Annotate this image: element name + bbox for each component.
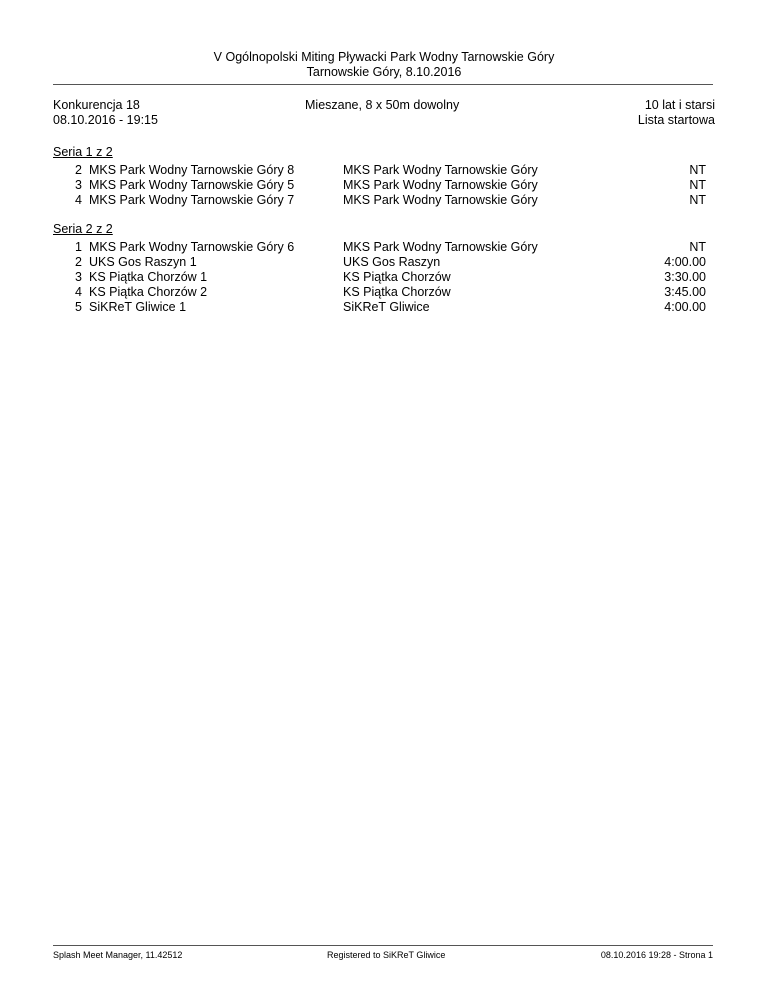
lane-number: 2 xyxy=(75,255,82,269)
team-name: MKS Park Wodny Tarnowskie Góry 7 xyxy=(89,193,295,207)
team-name: KS Piątka Chorzów 2 xyxy=(89,285,208,299)
team-name: KS Piątka Chorzów 1 xyxy=(89,270,208,284)
team-name: SiKReT Gliwice 1 xyxy=(89,300,187,314)
entry-time: NT xyxy=(689,163,706,177)
club-name: MKS Park Wodny Tarnowskie Góry xyxy=(343,240,538,254)
event-datetime: 08.10.2016 - 19:15 xyxy=(53,113,158,127)
event-age-group: 10 lat i starsi xyxy=(644,98,715,112)
team-name: MKS Park Wodny Tarnowskie Góry 6 xyxy=(89,240,295,254)
meet-subtitle: Tarnowskie Góry, 8.10.2016 xyxy=(306,65,462,79)
entry-time: 4:00.00 xyxy=(664,300,706,314)
club-name: MKS Park Wodny Tarnowskie Góry xyxy=(343,163,538,177)
lane-number: 4 xyxy=(75,285,82,299)
footer-software: Splash Meet Manager, 11.42512 xyxy=(53,950,183,960)
event-list-type: Lista startowa xyxy=(637,113,715,127)
footer-registered: Registered to SiKReT Gliwice xyxy=(327,950,446,960)
table-row xyxy=(0,178,768,193)
entry-time: 3:30.00 xyxy=(664,270,706,284)
entry-time: NT xyxy=(689,193,706,207)
heat-title: Seria 2 z 2 xyxy=(53,222,113,236)
lane-number: 3 xyxy=(75,270,82,284)
entry-time: 3:45.00 xyxy=(664,285,706,299)
club-name: UKS Gos Raszyn xyxy=(343,255,441,269)
meet-title: V Ogólnopolski Miting Pływacki Park Wodny Tarnowskie Góry xyxy=(213,50,555,64)
club-name: KS Piątka Chorzów xyxy=(343,270,451,284)
table-row xyxy=(0,240,768,255)
lane-number: 1 xyxy=(75,240,82,254)
club-name: KS Piątka Chorzów xyxy=(343,285,451,299)
footer-divider xyxy=(53,945,713,946)
team-name: MKS Park Wodny Tarnowskie Góry 5 xyxy=(89,178,295,192)
entry-time: NT xyxy=(689,178,706,192)
entry-time: NT xyxy=(689,240,706,254)
lane-number: 2 xyxy=(75,163,82,177)
club-name: SiKReT Gliwice xyxy=(343,300,430,314)
event-description: Mieszane, 8 x 50m dowolny xyxy=(305,98,460,112)
table-row xyxy=(0,163,768,178)
header-divider xyxy=(53,84,713,85)
table-row xyxy=(0,193,768,208)
team-name: UKS Gos Raszyn 1 xyxy=(89,255,197,269)
club-name: MKS Park Wodny Tarnowskie Góry xyxy=(343,193,538,207)
lane-number: 3 xyxy=(75,178,82,192)
team-name: MKS Park Wodny Tarnowskie Góry 8 xyxy=(89,163,295,177)
table-row xyxy=(0,255,768,270)
table-row xyxy=(0,300,768,315)
table-row xyxy=(0,285,768,300)
event-number: Konkurencja 18 xyxy=(53,98,140,112)
footer-page: 08.10.2016 19:28 - Strona 1 xyxy=(600,950,713,960)
heat-title: Seria 1 z 2 xyxy=(53,145,113,159)
lane-number: 4 xyxy=(75,193,82,207)
entry-time: 4:00.00 xyxy=(664,255,706,269)
club-name: MKS Park Wodny Tarnowskie Góry xyxy=(343,178,538,192)
lane-number: 5 xyxy=(75,300,82,314)
table-row xyxy=(0,270,768,285)
